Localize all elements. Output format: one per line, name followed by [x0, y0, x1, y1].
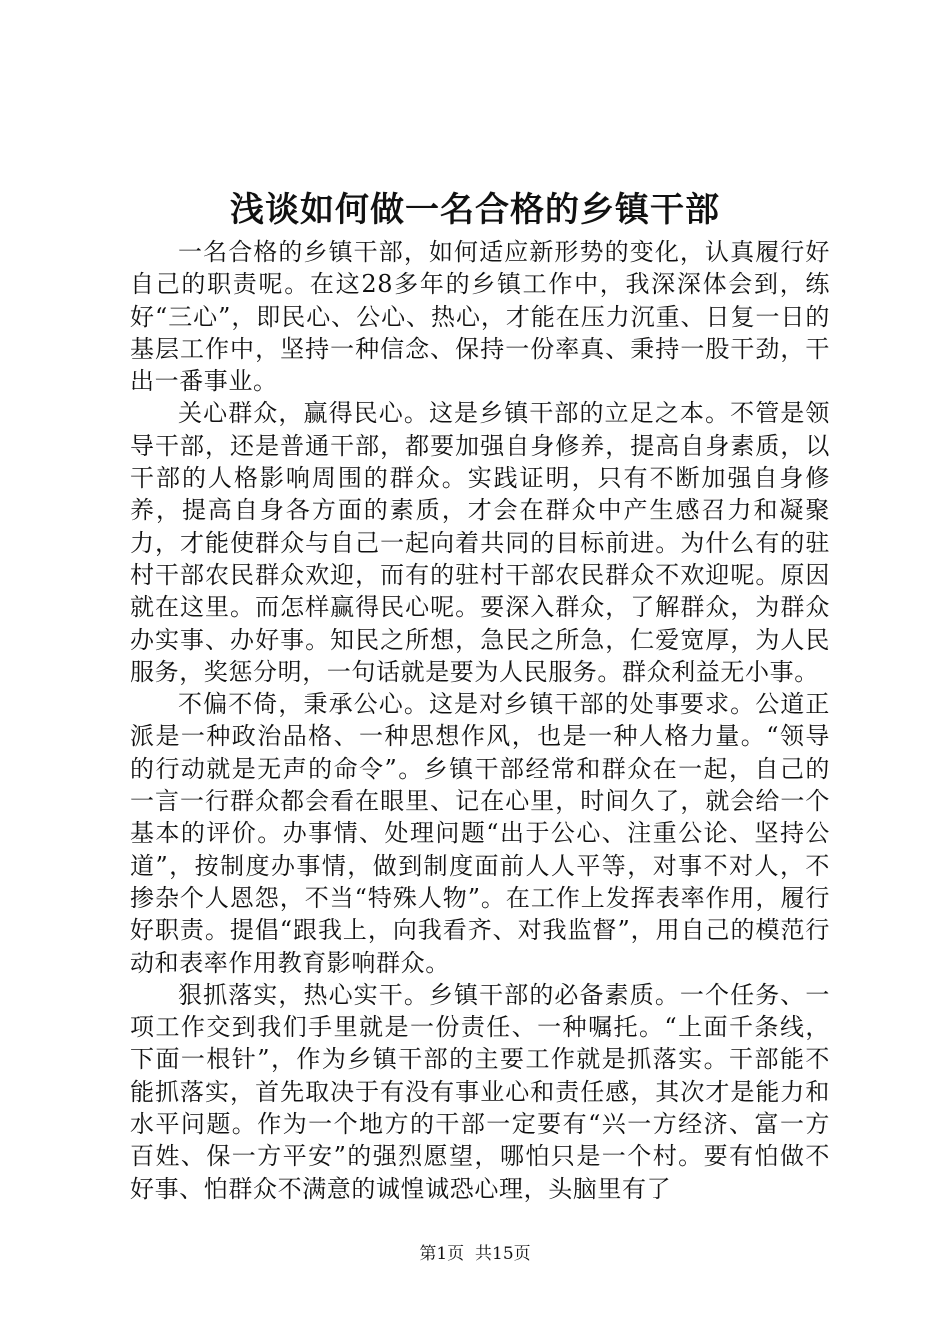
- paragraph-gongxin: 不偏不倚，秉承公心。这是对乡镇干部的处事要求。公道正派是一种政治品格、一种思想作风，也是一种人格力量。“领导的行动就是无声的命令”。乡镇干部经常和群众在一起，自己的一言一行群众都会看在眼里、记在心里，时间久了，就会给一个基本的评价。办事情、处理问题“出于公心、注重公论、坚持公道”，按制度办事情，做到制度面前人人平等，对事不对人，不掺杂个人恩怨，不当“特殊人物”。在工作上发挥表率作用，履行好职责。提倡“跟我上，向我看齐、对我监督”，用自己的模范行动和表率作用教育影响群众。: [130, 690, 830, 977]
- paragraph-rexin: 狠抓落实，热心实干。乡镇干部的必备素质。一个任务、一项工作交到我们手里就是一份责任、一种嘱托。“上面千条线，下面一根针”，作为乡镇干部的主要工作就是抓落实。干部能不能抓落实，首先取决于有没有事业心和责任感，其次才是能力和水平问题。作为一个地方的干部一定要有“兴一方经济、富一方百姓、保一方平安”的强烈愿望，哪怕只是一个村。要有怕做不好事、怕群众不满意的诚惶诚恐心理，头脑里有了: [130, 980, 830, 1203]
- document-title: 浅谈如何做一名合格的乡镇干部: [230, 190, 720, 230]
- page-footer: [0, 1242, 950, 1266]
- page-total: 共15页: [475, 1244, 531, 1264]
- paragraph-minxin: 关心群众，赢得民心。这是乡镇干部的立足之本。不管是领导干部，还是普通干部，都要加强自身修养，提高自身素质，以干部的人格影响周围的群众。实践证明，只有不断加强自身修养，提高自身各方面的素质，才会在群众中产生感召力和凝聚力，才能使群众与自己一起向着共同的目标前进。为什么有的驻村干部农民群众欢迎，而有的驻村干部农民群众不欢迎呢。原因就在这里。而怎样赢得民心呢。要深入群众，了解群众，为群众办实事、办好事。知民之所想，急民之所急，仁爱宽厚，为人民服务，奖惩分明，一句话就是要为人民服务。群众利益无小事。: [130, 399, 830, 686]
- document-body: [130, 236, 830, 1205]
- footer-separator: [464, 1244, 475, 1264]
- page-number: 第1页: [419, 1244, 465, 1264]
- paragraph-intro: 一名合格的乡镇干部，如何适应新形势的变化，认真履行好自己的职责呢。在这28多年的乡镇工作中，我深深体会到，练好“三心”，即民心、公心、热心，才能在压力沉重、日复一日的基层工作中，坚持一种信念、保持一份率真、秉持一股干劲，干出一番事业。: [130, 238, 830, 396]
